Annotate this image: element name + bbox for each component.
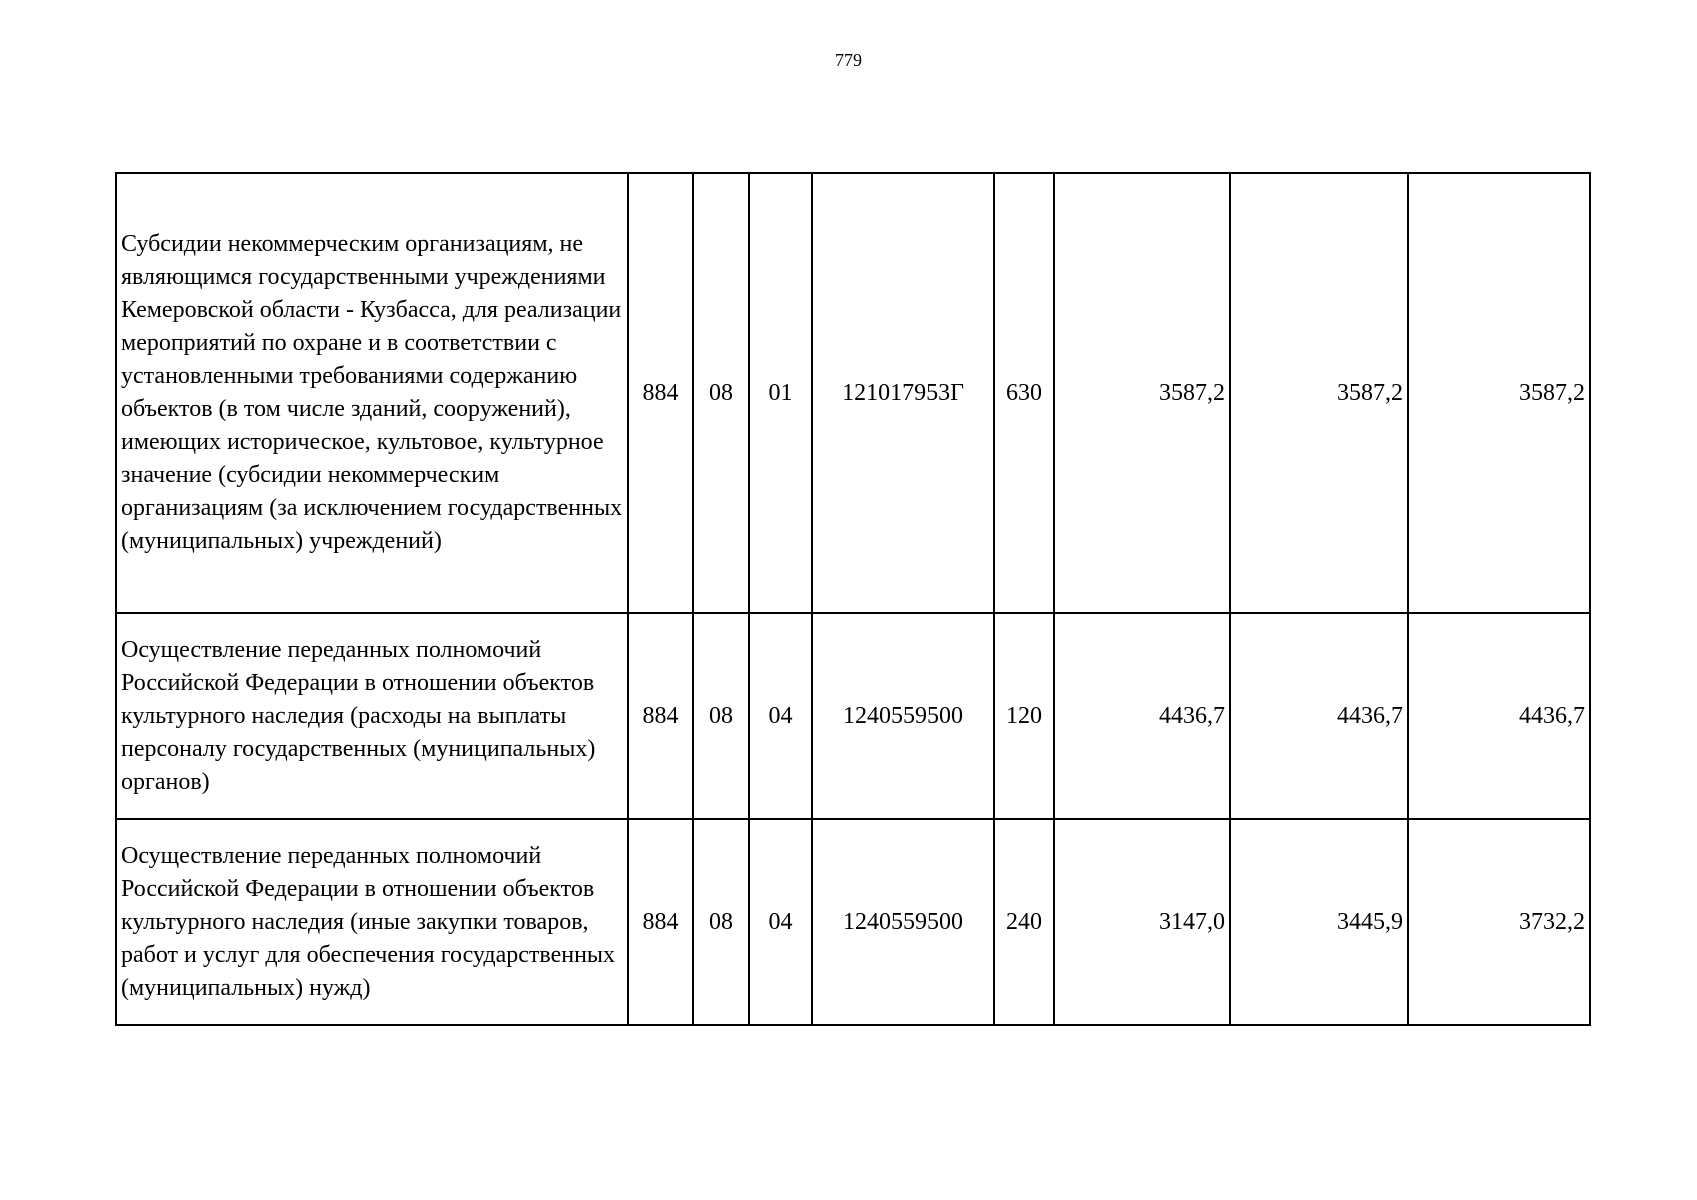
table-row: [116, 173, 1590, 613]
budget-table: [115, 172, 1591, 1026]
expense-type-cell: 630: [994, 173, 1054, 613]
description-cell: Субсидии некоммерческим организациям, не являющимся государственными учреждениями Кемеровской области - Кузбасса, для реализации мероприятий по охране и в соответствии с установленными требованиями содержанию объектов (в том числе зданий, сооружений), имеющих историческое, культовое, культурное значение (субсидии некоммерческим организациям (за исключением государственных (муниципальных) учреждений): [116, 173, 628, 613]
amount-2-cell: 3445,9: [1230, 819, 1408, 1025]
amount-3-cell: 3587,2: [1408, 173, 1590, 613]
ministry-code-cell: 884: [628, 173, 693, 613]
amount-1-cell: 4436,7: [1054, 613, 1230, 819]
amount-3-cell: 3732,2: [1408, 819, 1590, 1025]
ministry-code-cell: 884: [628, 819, 693, 1025]
target-article-cell: 1240559500: [812, 819, 994, 1025]
table-row: [116, 613, 1590, 819]
table-row: [116, 819, 1590, 1025]
amount-2-cell: 3587,2: [1230, 173, 1408, 613]
section-code-cell: 08: [693, 613, 749, 819]
subsection-code-cell: 01: [749, 173, 812, 613]
subsection-code-cell: 04: [749, 613, 812, 819]
amount-1-cell: 3147,0: [1054, 819, 1230, 1025]
target-article-cell: 121017953Г: [812, 173, 994, 613]
page-number: 779: [835, 50, 862, 70]
ministry-code-cell: 884: [628, 613, 693, 819]
amount-3-cell: 4436,7: [1408, 613, 1590, 819]
section-code-cell: 08: [693, 819, 749, 1025]
expense-type-cell: 240: [994, 819, 1054, 1025]
target-article-cell: 1240559500: [812, 613, 994, 819]
amount-2-cell: 4436,7: [1230, 613, 1408, 819]
expense-type-cell: 120: [994, 613, 1054, 819]
section-code-cell: 08: [693, 173, 749, 613]
description-cell: Осуществление переданных полномочий Российской Федерации в отношении объектов культурного наследия (расходы на выплаты персоналу государственных (муниципальных) органов): [116, 613, 628, 819]
description-cell: Осуществление переданных полномочий Российской Федерации в отношении объектов культурного наследия (иные закупки товаров, работ и услуг для обеспечения государственных (муниципальных) нужд): [116, 819, 628, 1025]
subsection-code-cell: 04: [749, 819, 812, 1025]
amount-1-cell: 3587,2: [1054, 173, 1230, 613]
